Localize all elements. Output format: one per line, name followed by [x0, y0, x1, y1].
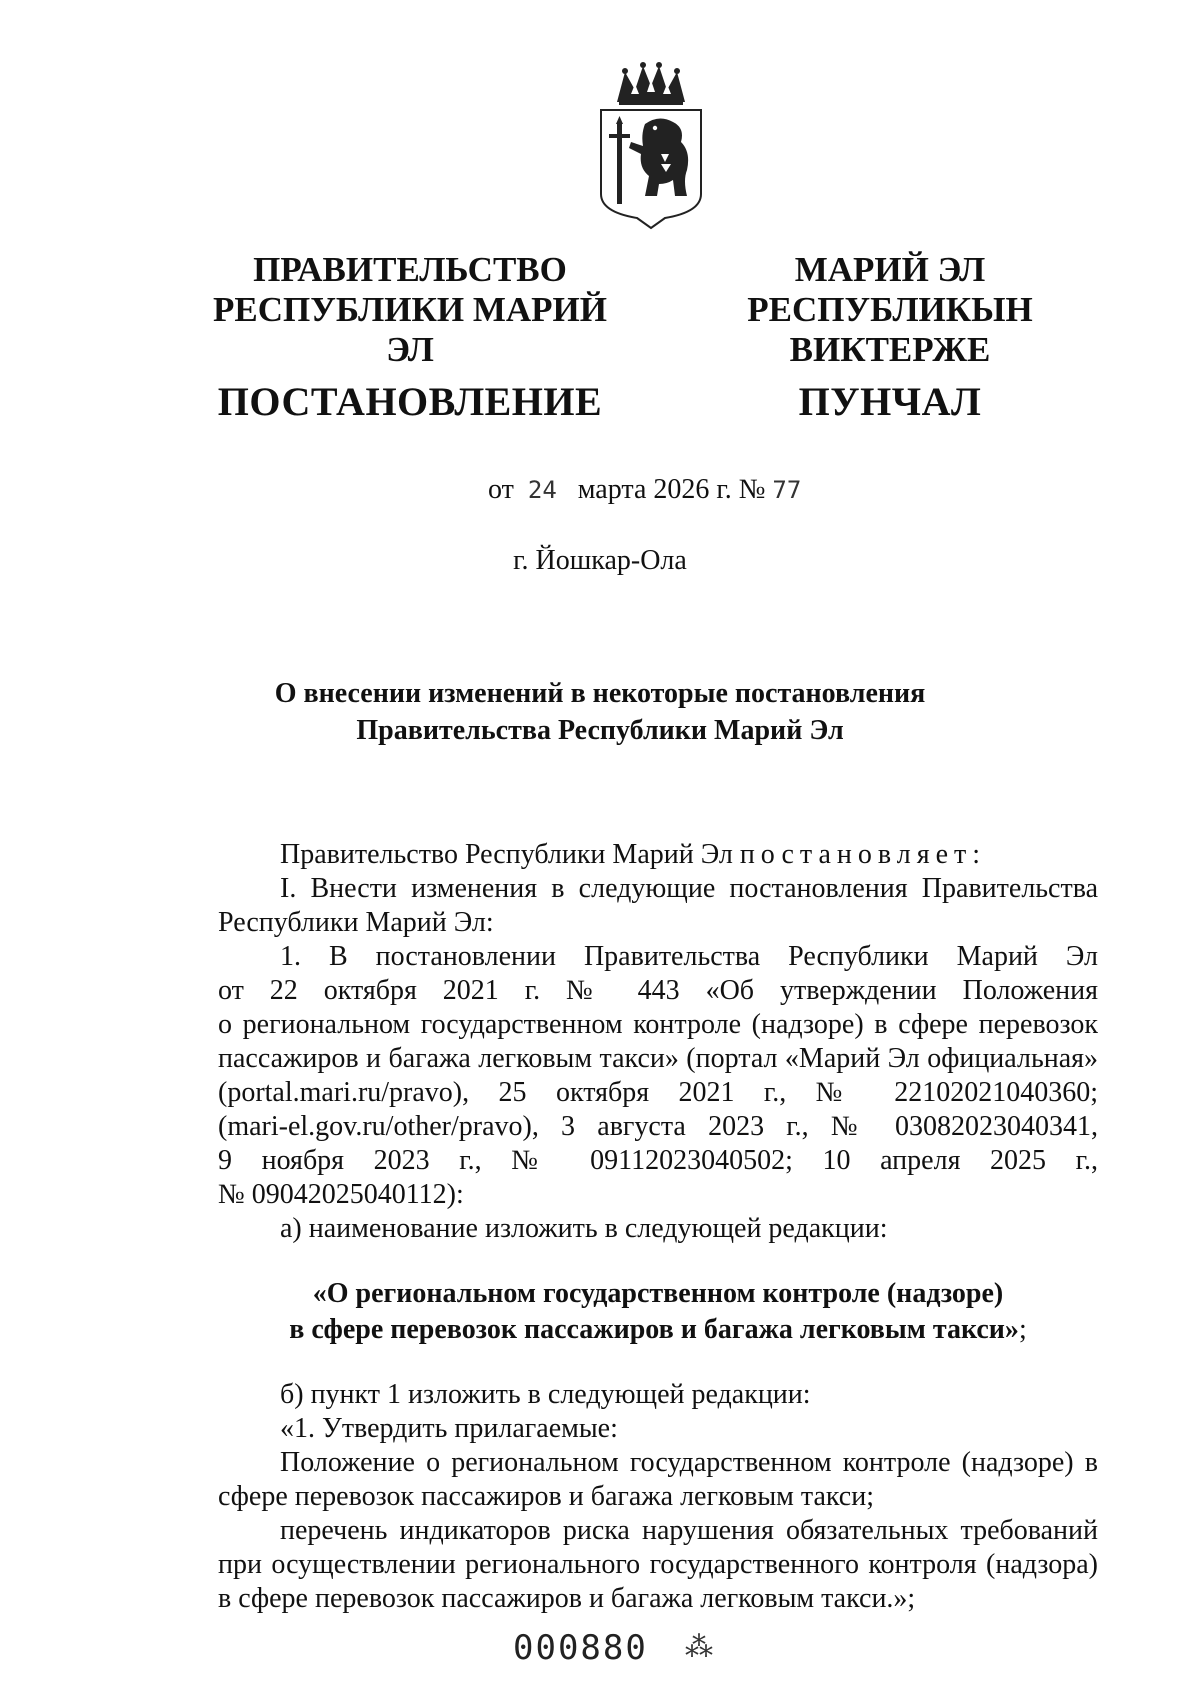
header-left	[190, 250, 630, 422]
coat-of-arms-emblem	[595, 62, 707, 232]
quoted-title-line2: в сфере перевозок пассажиров и багажа легковым такси»	[289, 1314, 1019, 1345]
item-1-line: пассажиров и багажа легковым такси» (портал «Марий Эл официальная»	[218, 1043, 1098, 1074]
document-body	[218, 838, 1098, 1616]
header-right	[660, 250, 1120, 422]
item-1-line: 9 ноября 2023 г., № 09112023040502; 10 апреля 2025 г.,	[218, 1145, 1098, 1176]
item-a: а) наименование изложить в следующей редакции:	[280, 1213, 888, 1244]
date-month-year: марта 2026 г. №	[577, 474, 766, 505]
item-1	[218, 940, 1098, 1212]
item-b-list: перечень индикаторов риска нарушения обязательных требований при осуществлении регионального государственного контроля (надзора) в сфере перевозок пассажиров и багажа легковым такси.»;	[218, 1515, 1098, 1614]
item-b-position: Положение о региональном государственном контроле (надзоре) в сфере перевозок пассажиров и багажа легковым такси;	[218, 1447, 1098, 1512]
footer-mark: ⁂	[685, 1632, 713, 1663]
item-1-line: от 22 октября 2021 г. № 443 «Об утверждении Положения	[218, 975, 1098, 1006]
header-left-line1: ПРАВИТЕЛЬСТВО	[253, 250, 567, 289]
document-number: 77	[772, 476, 802, 504]
header-right-title: ПУНЧАЛ	[798, 379, 982, 424]
document-subject	[200, 675, 1000, 749]
item-1-line: 1. В постановлении Правительства Республики Марий Эл	[280, 941, 1098, 972]
item-1-line: (mari-el.gov.ru/other/pravo), 3 августа 2023 г., № 03082023040341,	[218, 1111, 1098, 1142]
date-line	[488, 474, 801, 506]
serial-number: 000880	[513, 1628, 648, 1668]
city: г. Йошкар-Ола	[513, 545, 687, 576]
quoted-title	[218, 1276, 1098, 1348]
quoted-title-line1: «О региональном государственном контроле (надзоре)	[312, 1278, 1004, 1309]
item-1-line: № 09042025040112):	[218, 1179, 464, 1210]
preamble-spaced: постановляет:	[739, 839, 987, 870]
preamble	[218, 838, 1098, 872]
header-right-line1: МАРИЙ ЭЛ РЕСПУБЛИКЫН	[747, 250, 1033, 329]
item-b-1: «1. Утвердить прилагаемые:	[280, 1413, 618, 1444]
subject-line2: Правительства Республики Марий Эл	[356, 715, 844, 746]
header-left-title: ПОСТАНОВЛЕНИЕ	[217, 379, 603, 424]
coat-of-arms-icon	[595, 62, 707, 232]
item-1-line: о региональном государственном контроле (надзоре) в сфере перевозок	[218, 1009, 1098, 1040]
quoted-title-end: ;	[1018, 1314, 1027, 1345]
date-prefix: от	[488, 474, 514, 505]
item-1-line: (portal.mari.ru/pravo), 25 октября 2021 г., № 22102021040360;	[218, 1077, 1098, 1108]
preamble-text: Правительство Республики Марий Эл	[280, 839, 733, 870]
date-day: 24	[527, 476, 557, 504]
header-left-line2: РЕСПУБЛИКИ МАРИЙ ЭЛ	[213, 290, 607, 369]
subject-line1: О внесении изменений в некоторые постановления	[274, 678, 926, 709]
header-right-line2: ВИКТЕРЖЕ	[789, 330, 991, 369]
item-I: I. Внести изменения в следующие постановления Правительства Республики Марий Эл:	[218, 873, 1098, 938]
item-b: б) пункт 1 изложить в следующей редакции:	[280, 1379, 811, 1410]
